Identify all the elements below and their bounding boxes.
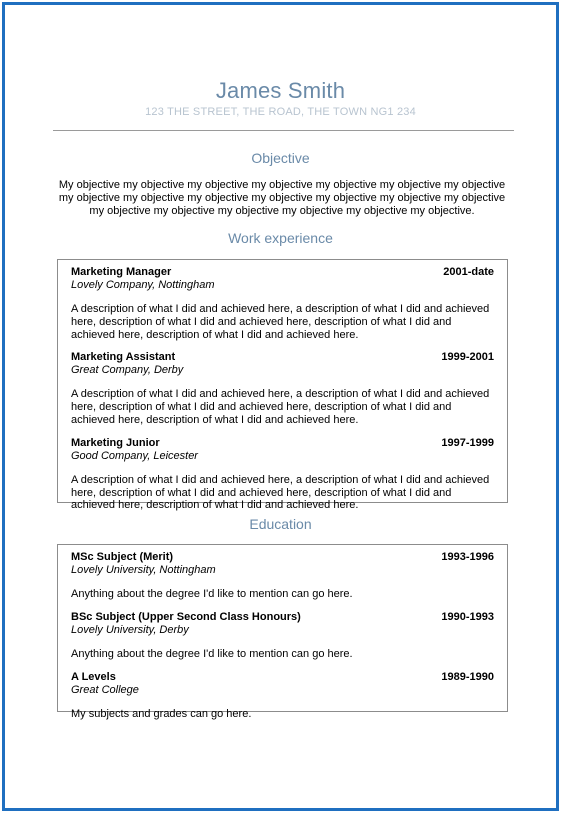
- job-company: Lovely Company, Nottingham: [71, 279, 215, 291]
- job-title: Marketing Assistant: [71, 351, 176, 364]
- objective-text: My objective my objective my objective my objective my objective my objective my objective my objective my objective my objective my objective my objective my objective my objective my objective my objective my objective my objective my objective my objective.: [58, 179, 506, 217]
- education-entry: [71, 671, 494, 721]
- degree-description: My subjects and grades can go here.: [71, 707, 252, 720]
- institution: Lovely University, Nottingham: [71, 564, 216, 576]
- work-experience-box: [57, 259, 508, 512]
- job-company: Great Company, Derby: [71, 364, 184, 377]
- education-box: [57, 544, 508, 720]
- job-description: A description of what I did and achieved here, a description of what I did and achieved here, description of what I did and achieved here, description of what I did and achieved here, description of what I did and achieved here.: [71, 388, 490, 426]
- job-dates: 1999-2001: [441, 351, 494, 364]
- degree-dates: 1993-1996: [441, 551, 494, 563]
- job-title: Marketing Manager: [71, 266, 172, 278]
- degree-title: MSc Subject (Merit): [71, 551, 174, 563]
- degree-description: Anything about the degree I'd like to mention can go here.: [71, 647, 353, 660]
- work-entry: [71, 266, 494, 341]
- job-description: A description of what I did and achieved here, a description of what I did and achieved here, description of what I did and achieved here, description of what I did and achieved here, description of what I did and achieved here.: [71, 303, 490, 341]
- job-dates: 2001-date: [443, 266, 494, 278]
- institution: Lovely University, Derby: [71, 623, 189, 636]
- work-experience-heading: Work experience: [228, 230, 333, 246]
- education-entry: [71, 551, 494, 601]
- education-entry: [71, 611, 494, 661]
- work-entry: [71, 437, 494, 512]
- objective-heading: Objective: [251, 150, 310, 166]
- education-heading: Education: [249, 516, 312, 532]
- job-company: Good Company, Leicester: [71, 449, 198, 462]
- resume-name: James Smith: [215, 78, 346, 103]
- degree-dates: 1990-1993: [441, 610, 494, 623]
- degree-description: Anything about the degree I'd like to mention can go here.: [71, 588, 353, 600]
- work-entry: [71, 351, 494, 426]
- degree-title: A Levels: [71, 670, 116, 683]
- job-dates: 1997-1999: [441, 436, 494, 449]
- job-description: A description of what I did and achieved here, a description of what I did and achieved here, description of what I did and achieved here, description of what I did and achieved here, description of what I did and achieved here.: [71, 473, 490, 512]
- degree-title: BSc Subject (Upper Second Class Honours): [71, 610, 301, 623]
- degree-dates: 1989-1990: [441, 670, 494, 683]
- job-title: Marketing Junior: [71, 436, 160, 449]
- resume-address: 123 THE STREET, THE ROAD, THE TOWN NG1 234: [145, 106, 416, 118]
- header-divider: [53, 130, 514, 131]
- institution: Great College: [71, 683, 139, 696]
